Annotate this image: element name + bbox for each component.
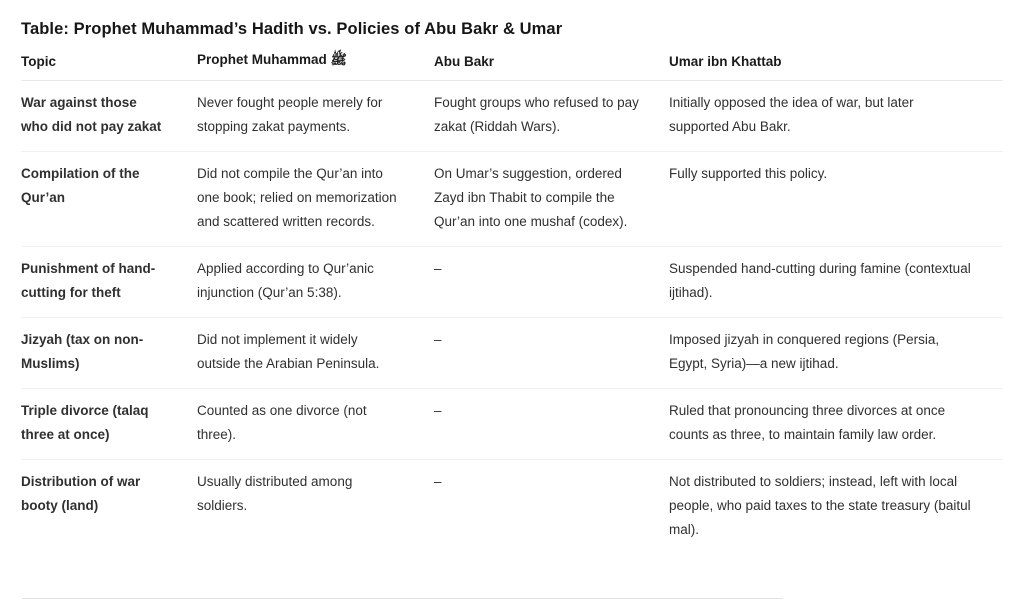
table-header — [21, 39, 1003, 81]
column-header-topic: Topic — [21, 39, 197, 81]
table-row — [21, 389, 1003, 460]
cell-abu-bakr: – — [434, 247, 669, 318]
cell-topic: Triple divorce (talaq three at once) — [21, 389, 197, 460]
cell-abu-bakr: – — [434, 318, 669, 389]
cell-topic: Compilation of the Qur’an — [21, 152, 197, 247]
cell-abu-bakr: – — [434, 474, 442, 489]
cell-umar: Suspended hand-cutting during famine (contextual ijtihad). — [669, 247, 1003, 318]
cell-muhammad: Never fought people merely for stopping zakat payments. — [197, 81, 434, 152]
cell-topic: Jizyah (tax on non-Muslims) — [21, 318, 197, 389]
cell-topic: Punishment of hand-cutting for theft — [21, 247, 197, 318]
table-row — [21, 318, 1003, 389]
cell-umar: Initially opposed the idea of war, but later supported Abu Bakr. — [669, 81, 1003, 152]
table-row — [21, 81, 1003, 152]
table-row — [21, 460, 1003, 555]
column-header-abu-bakr: Abu Bakr — [434, 39, 669, 81]
table-title: Table: Prophet Muhammad’s Hadith vs. Policies of Abu Bakr & Umar — [21, 20, 563, 38]
cell-topic: War against those who did not pay zakat — [21, 81, 197, 152]
header-row — [21, 39, 1003, 81]
column-header-umar: Umar ibn Khattab — [669, 39, 1003, 81]
cell-muhammad: Did not implement it widely outside the Arabian Peninsula. — [197, 318, 434, 389]
cell-umar: Not distributed to soldiers; instead, left with local people, who paid taxes to the state treasury (baitul mal). — [669, 474, 971, 537]
partial-bottom-divider — [22, 598, 783, 599]
cell-umar: Imposed jizyah in conquered regions (Persia, Egypt, Syria)—a new ijtihad. — [669, 318, 1003, 389]
cell-muhammad: Applied according to Qur’anic injunction (Qur’an 5:38). — [197, 247, 434, 318]
table-row — [21, 247, 1003, 318]
cell-muhammad: Counted as one divorce (not three). — [197, 389, 434, 460]
column-header-prophet-muhammad: Prophet Muhammad ﷺ — [197, 39, 434, 81]
cell-abu-bakr: – — [434, 389, 669, 460]
table-row — [21, 152, 1003, 247]
cell-abu-bakr: Fought groups who refused to pay zakat (Riddah Wars). — [434, 81, 669, 152]
cell-abu-bakr: On Umar’s suggestion, ordered Zayd ibn Thabit to compile the Qur’an into one mushaf (codex). — [434, 152, 669, 247]
comparison-table — [21, 39, 1003, 554]
cell-umar: Fully supported this policy. — [669, 152, 1003, 247]
cell-umar: Ruled that pronouncing three divorces at once counts as three, to maintain family law order. — [669, 389, 1003, 460]
table-body — [21, 81, 1003, 555]
cell-muhammad: Did not compile the Qur’an into one book; relied on memorization and scattered written records. — [197, 152, 434, 247]
cell-muhammad: Usually distributed among soldiers. — [197, 474, 353, 513]
cell-topic: Distribution of war booty (land) — [21, 474, 141, 513]
